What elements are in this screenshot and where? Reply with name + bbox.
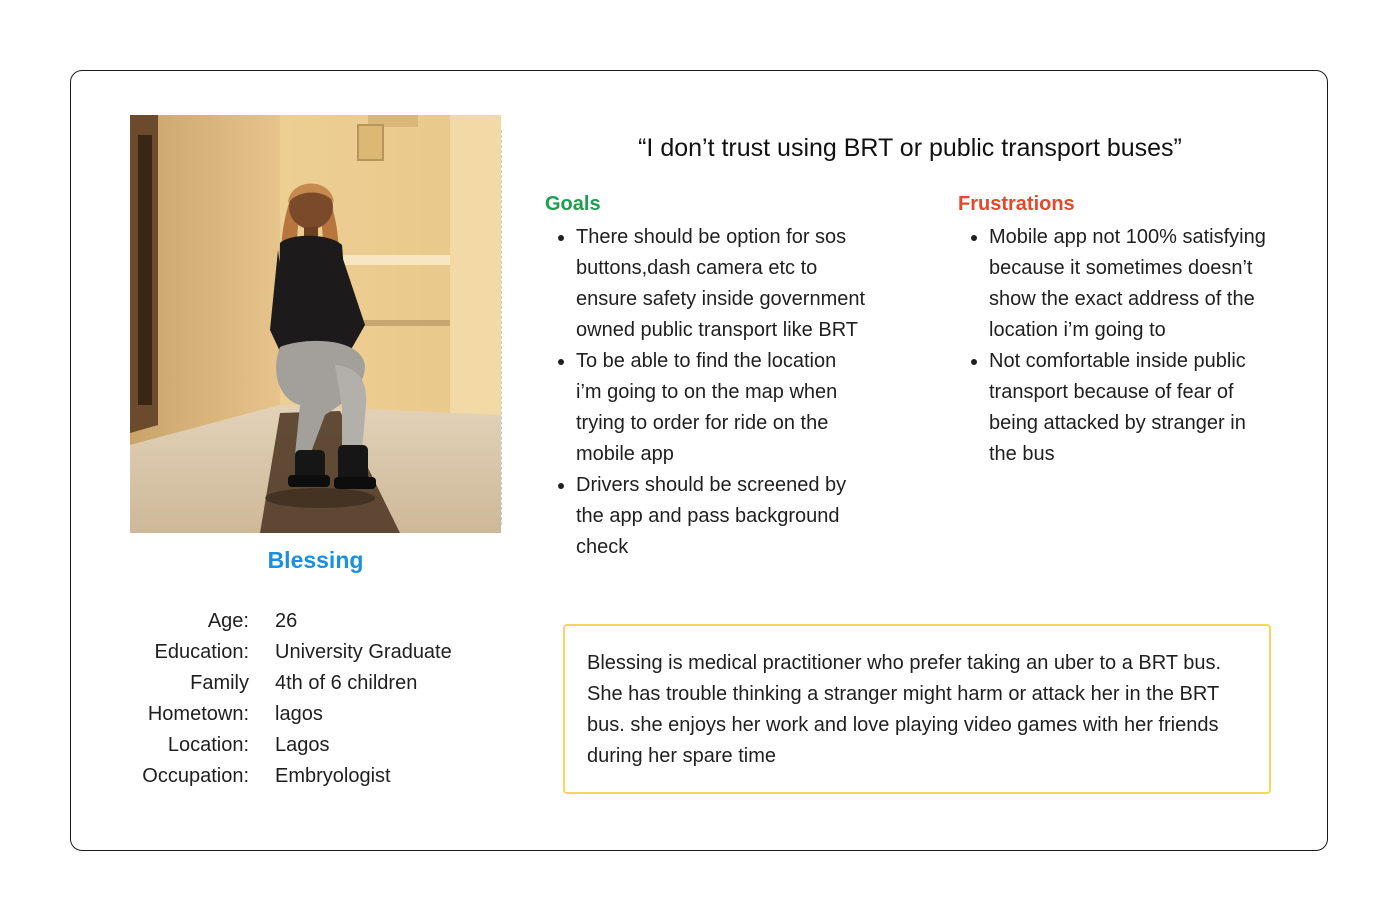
- fact-label: Age:: [207, 610, 249, 632]
- fact-label: Education:: [154, 641, 249, 663]
- fact-label: Family: [190, 672, 249, 694]
- frustrations-list: [958, 222, 1279, 470]
- fact-value: University Graduate: [275, 641, 452, 663]
- frustration-item: Mobile app not 100% satisfying because it sometimes doesn’t show the exact address of the location i’m going to: [989, 222, 1279, 346]
- fact-row-occupation: [110, 761, 530, 792]
- fact-value: 4th of 6 children: [275, 672, 418, 694]
- fact-row-education: [110, 637, 530, 668]
- fact-row-hometown: [110, 699, 530, 730]
- fact-value: Lagos: [275, 734, 330, 756]
- fact-value: 26: [275, 610, 298, 632]
- frustrations-heading: Frustrations: [958, 193, 1075, 215]
- frustration-item: Not comfortable inside public transport because of fear of being attacked by stranger in the bus: [989, 346, 1279, 470]
- fact-row-family: [110, 668, 530, 699]
- fact-row-age: [110, 606, 530, 637]
- photo-divider: [501, 130, 502, 525]
- fact-row-location: [110, 730, 530, 761]
- fact-label: Occupation:: [142, 765, 249, 787]
- fact-value: Embryologist: [275, 765, 391, 787]
- persona-facts: [110, 606, 530, 792]
- fact-value: lagos: [275, 703, 323, 725]
- persona-photo: [130, 115, 501, 533]
- persona-bio: Blessing is medical practitioner who prefer taking an uber to a BRT bus. She has trouble thinking a stranger might harm or attack her in the BRT bus. she enjoys her work and love playing video games with her friends during her spare time: [563, 624, 1271, 794]
- persona-quote: “I don’t trust using BRT or public transport buses”: [638, 134, 1182, 162]
- fact-label: Location:: [167, 734, 249, 756]
- goal-item: To be able to find the location i’m going to on the map when trying to order for ride on the mobile app: [576, 346, 866, 470]
- goals-heading: Goals: [545, 193, 601, 215]
- goals-list: [545, 222, 866, 563]
- fact-label: Hometown:: [147, 703, 249, 725]
- persona-name: Blessing: [267, 547, 364, 573]
- goal-item: Drivers should be screened by the app and pass background check: [576, 470, 866, 563]
- goal-item: There should be option for sos buttons,dash camera etc to ensure safety inside government owned public transport like BRT: [576, 222, 866, 346]
